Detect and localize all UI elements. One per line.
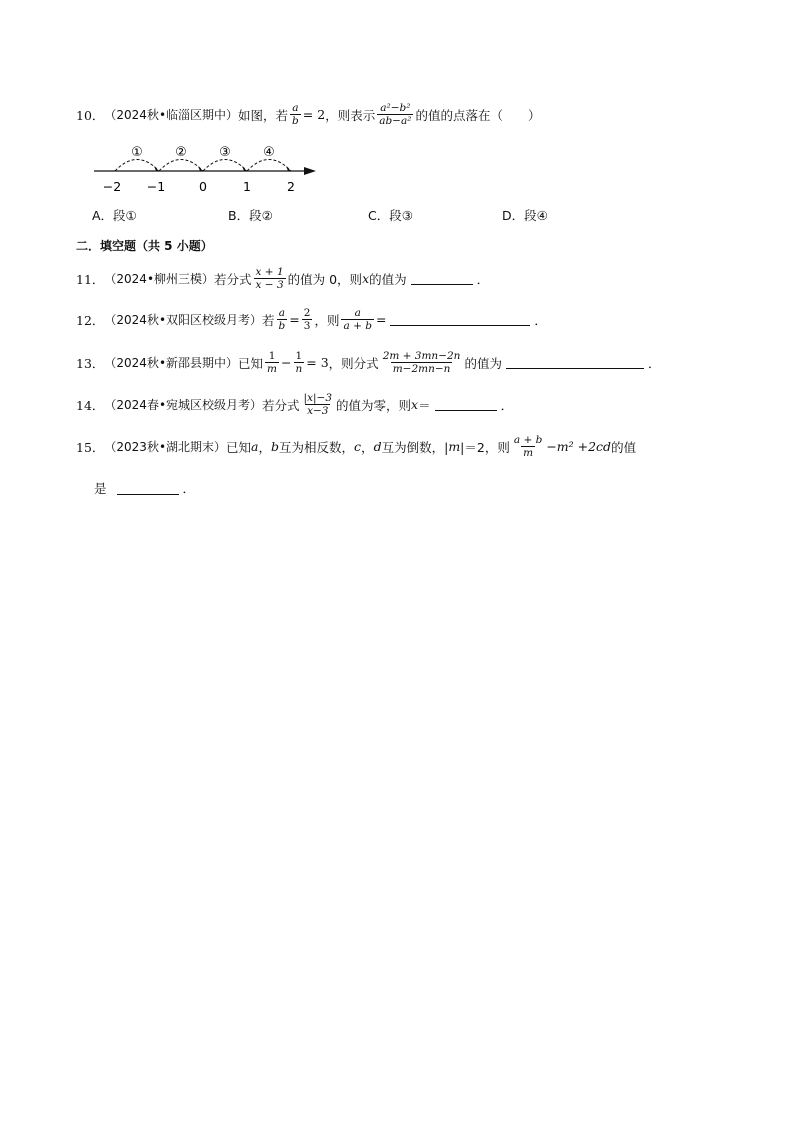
- question-11: [76, 266, 489, 291]
- arc-arrowhead-3: [242, 166, 247, 171]
- q15-tail: −m² +2cd: [546, 439, 612, 455]
- question-15-line-2: [94, 479, 195, 497]
- q13-number: 13．: [76, 355, 105, 371]
- q12-f3-den: a + b: [343, 320, 372, 333]
- q11-fraction: [254, 266, 286, 291]
- q14-fraction: [302, 392, 334, 417]
- q14-answer-blank[interactable]: [435, 398, 497, 411]
- q10-condition-fraction: [290, 102, 301, 127]
- q10-option-c[interactable]: C．段③: [368, 208, 413, 223]
- segment-arc-3: [203, 160, 247, 172]
- q10-text-1: 如图，若: [238, 107, 289, 123]
- q15-text-end: 的值: [611, 439, 637, 455]
- question-12: [76, 307, 547, 332]
- arc-arrowhead-2: [198, 166, 203, 171]
- q12-eq2: =: [375, 312, 387, 328]
- q13-fraction-3: [381, 350, 463, 375]
- q15-t2: ，: [258, 439, 272, 455]
- tick-label-neg2: −2: [102, 179, 122, 194]
- q13-source: （2024秋•新邵县期中）: [104, 356, 239, 371]
- q10-expression-fraction: [377, 102, 413, 127]
- question-10: [76, 102, 540, 127]
- q11-var: x: [362, 271, 370, 287]
- q15-var-m: m: [448, 439, 461, 455]
- segment-label-4: ④: [263, 145, 275, 160]
- q15-t5: 互为倒数，|: [381, 439, 449, 455]
- q10-expr-den: ab−a²: [379, 115, 412, 128]
- q13-fraction-1: [265, 350, 279, 375]
- q11-frac-den: x − 3: [255, 279, 284, 292]
- q14-end: ．: [500, 397, 514, 413]
- q15-var-a: a: [251, 439, 259, 455]
- q12-f1-den: b: [278, 320, 286, 333]
- q11-frac-num: x + 1: [255, 266, 284, 278]
- q13-eq: = 3: [306, 355, 329, 371]
- q10-number-line-figure: [90, 140, 330, 196]
- q15-t6: |＝2，则: [460, 439, 510, 455]
- arc-arrowhead-4: [286, 166, 291, 171]
- segment-arc-1: [115, 160, 159, 172]
- q10-cond-rhs: = 2: [302, 107, 326, 123]
- q15-line2-text: 是: [94, 481, 107, 496]
- q15-text-1: 已知: [226, 439, 252, 455]
- question-13: [76, 350, 660, 375]
- segment-label-3: ③: [219, 145, 231, 160]
- tick-label-neg1: −1: [146, 179, 166, 194]
- q13-text-1: 已知: [238, 355, 264, 371]
- q15-t4: ，: [361, 439, 374, 455]
- q10-option-b[interactable]: B．段②: [228, 208, 273, 223]
- q10-option-a[interactable]: A．段①: [92, 208, 137, 223]
- q12-number: 12．: [76, 312, 105, 328]
- q14-number: 14．: [76, 397, 105, 413]
- q15-t3: 互为相反数，: [279, 439, 355, 455]
- q11-text-2: 的值为 0，则: [287, 271, 363, 287]
- q15-frac-den: m: [523, 447, 534, 460]
- q12-source: （2024秋•双阳区校级月考）: [104, 313, 263, 328]
- q12-fraction-1: [277, 307, 288, 332]
- segment-label-2: ②: [175, 145, 187, 160]
- q13-f3-num: 2m + 3mn−2n: [382, 350, 461, 362]
- q15-var-c: c: [354, 439, 362, 455]
- q15-number: 15．: [76, 439, 105, 455]
- q14-eq: ＝: [418, 397, 431, 413]
- q15-var-d: d: [373, 439, 382, 455]
- q12-fraction-3: [341, 307, 373, 332]
- q12-f2-num: 2: [303, 307, 311, 319]
- q13-text-3: 的值为: [464, 355, 502, 371]
- number-line-arrow-icon: [304, 167, 316, 175]
- q15-var-b: b: [271, 439, 280, 455]
- segment-label-1: ①: [131, 145, 143, 160]
- q11-text-1: 若分式: [214, 271, 252, 287]
- q13-answer-blank[interactable]: [506, 356, 644, 369]
- q10-text-2: ，则表示: [325, 107, 376, 123]
- q12-eq: =: [289, 312, 300, 328]
- question-14: [76, 392, 513, 417]
- q10-number: 10．: [76, 107, 105, 123]
- q12-text-2: ，则: [314, 312, 340, 328]
- q15-fraction: [512, 434, 544, 459]
- q11-text-3: 的值为: [369, 271, 407, 287]
- q10-expr-num: a²−b²: [380, 102, 411, 114]
- question-15: [76, 434, 636, 459]
- q13-end: ．: [647, 355, 661, 371]
- q14-var: x: [411, 397, 419, 413]
- q15-frac-num: a + b: [513, 434, 543, 446]
- q14-frac-den: x−3: [307, 405, 329, 418]
- q11-end: ．: [476, 271, 490, 287]
- q10-source: （2024秋•临淄区期中）: [104, 108, 239, 123]
- q12-end: ．: [534, 312, 547, 328]
- q13-f3-den: m−2mn−n: [392, 363, 451, 376]
- q13-f2-num: 1: [295, 350, 303, 362]
- section-heading-fill-in: 二．填空题（共 5 小题）: [76, 239, 213, 253]
- q11-answer-blank[interactable]: [411, 272, 473, 285]
- q10-cond-num: a: [292, 102, 299, 114]
- q13-f1-num: 1: [268, 350, 276, 362]
- q12-f3-num: a: [354, 307, 361, 319]
- q15-source: （2023秋•湖北期末）: [104, 440, 227, 455]
- q13-f1-den: m: [267, 363, 278, 376]
- q12-answer-blank[interactable]: [390, 313, 530, 326]
- q13-minus: −: [281, 355, 292, 371]
- tick-label-2: 2: [287, 179, 295, 194]
- q14-source: （2024春•宛城区校级月考）: [104, 398, 263, 413]
- q12-text-1: 若: [262, 312, 275, 328]
- q15-answer-blank[interactable]: [117, 482, 179, 495]
- q15-end: ．: [182, 481, 196, 496]
- q11-source: （2024•柳州三模）: [104, 272, 215, 287]
- q10-cond-den: b: [292, 115, 299, 128]
- tick-label-1: 1: [243, 179, 251, 194]
- q12-fraction-2: [302, 307, 313, 332]
- q10-option-d[interactable]: D．段④: [502, 208, 548, 223]
- q12-f1-num: a: [278, 307, 286, 319]
- q14-frac-num: |x|−3: [303, 392, 333, 404]
- q14-text-1: 若分式: [262, 397, 300, 413]
- q11-number: 11．: [76, 271, 105, 287]
- q13-text-2: ，则分式: [328, 355, 379, 371]
- q10-text-3: 的值的点落在（ ）: [415, 107, 541, 123]
- q12-f2-den: 3: [303, 320, 311, 333]
- arc-arrowhead-1: [154, 166, 159, 171]
- q13-fraction-2: [294, 350, 305, 375]
- q14-text-2: 的值为零，则: [336, 397, 412, 413]
- tick-label-0: 0: [199, 179, 207, 194]
- q13-f2-den: n: [295, 363, 303, 376]
- segment-arc-4: [247, 160, 291, 172]
- segment-arc-2: [159, 160, 203, 172]
